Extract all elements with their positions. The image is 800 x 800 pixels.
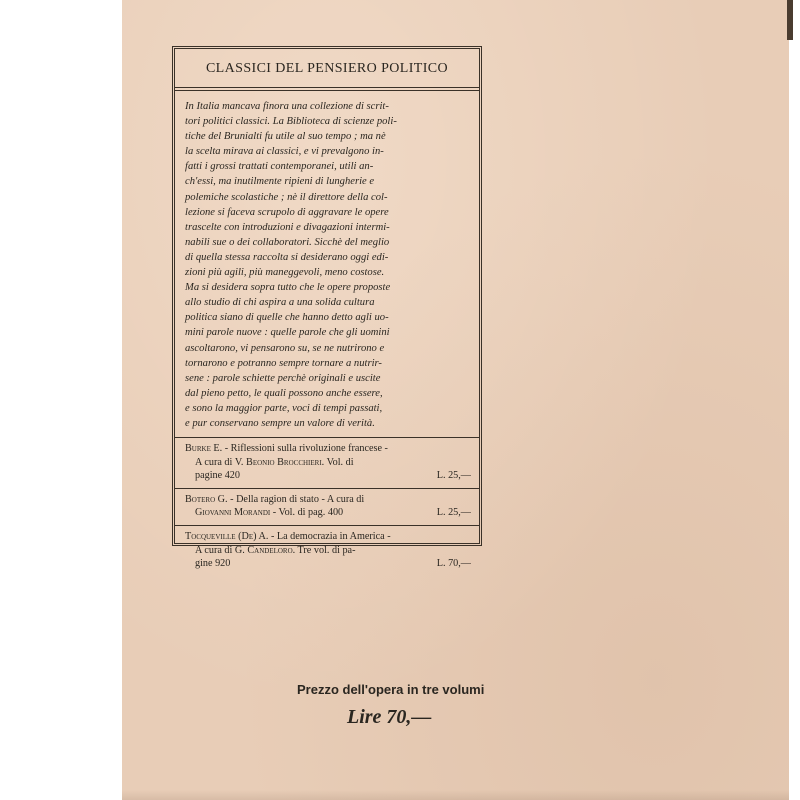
intro-line: tiche del Brunialti fu utile al suo tempo ; ma nè — [185, 131, 386, 143]
entry-pages: gine 920 — [195, 558, 231, 570]
intro-line: In Italia mancava finora una collezione di scrit- — [185, 101, 389, 112]
intro-line: trascelte con introduzioni e divagazioni intermi- — [185, 221, 390, 233]
price-note: Prezzo dell'opera in tre volumi — [297, 682, 485, 697]
intro-line: ch'essi, ma inutilmente ripieni di lungherie e — [185, 176, 375, 188]
intro-line: allo studio di chi aspira a una solida cultura — [185, 297, 375, 309]
entry-text: A cura di — [195, 456, 235, 468]
entry-line — [185, 530, 471, 544]
intro-line: fatti i grossi trattati contemporanei, utili an- — [185, 161, 374, 173]
intro-line: lezione si faceva scrupolo di aggravare le opere — [185, 206, 389, 218]
intro-line: tori politici classici. La Biblioteca di scienze poli- — [185, 116, 397, 128]
entry-text: . Tre vol. di pa- — [292, 544, 356, 556]
entry-title: - Della ragion di stato - A cura di — [227, 493, 365, 505]
entry-line — [185, 557, 471, 571]
entry-line — [185, 469, 471, 483]
entry-line — [185, 506, 471, 520]
entry-line — [185, 493, 471, 507]
book-list — [175, 437, 479, 576]
entry-text: - Vol. di pag. 400 — [270, 507, 344, 519]
book-entry-botero — [175, 489, 479, 525]
title-divider — [175, 87, 479, 91]
entry-price: L. 25,— — [436, 507, 471, 519]
cover-edge — [787, 0, 793, 40]
cover-shadow — [122, 790, 789, 800]
entry-editor: Giovanni Morandi — [195, 507, 271, 519]
book-entry-tocqueville — [175, 526, 479, 576]
entry-editor: G. Candeloro — [234, 544, 293, 556]
entry-line — [185, 442, 471, 456]
intro-line: e sono la maggior parte, voci di tempi passati, — [185, 402, 383, 414]
intro-line: la scelta mirava ai classici, e vi prevalgono in- — [185, 146, 384, 158]
intro-line: Ma si desidera sopra tutto che le opere proposte — [185, 282, 391, 294]
series-panel — [172, 46, 482, 570]
entry-price: L. 70,— — [436, 558, 471, 570]
intro-line: mini parole nuove : quelle parole che gli uomini — [185, 327, 390, 339]
entry-author: Burke E. — [185, 443, 223, 455]
entry-price: L. 25,— — [436, 470, 471, 482]
entry-pages: pagine 420 — [195, 470, 240, 482]
intro-line: di quella stessa raccolta si desiderano oggi edi- — [185, 251, 389, 263]
entry-author: Tocqueville (De) A. — [185, 531, 269, 543]
intro-line: e pur conservano sempre un valore di verità. — [185, 417, 375, 429]
intro-line: politica siano di quelle che hanno detto agli uo- — [185, 312, 389, 324]
book-back-cover — [122, 0, 789, 800]
series-introduction — [185, 99, 471, 431]
book-entry-burke — [175, 438, 479, 488]
intro-line: polemiche scolastiche ; nè il direttore della col- — [185, 191, 388, 203]
intro-line: zioni più agili, più maneggevoli, meno costose. — [185, 267, 385, 279]
intro-line: tornarono e potranno sempre tornare a nutrir- — [185, 357, 382, 369]
entry-author: Botero G. — [185, 493, 228, 505]
entry-editor: V. Beonio Brocchieri — [234, 456, 322, 468]
intro-line: sene : parole schiette perchè originali e uscite — [185, 372, 381, 384]
entry-title: - La democrazia in America - — [268, 531, 391, 543]
entry-title: - Riflessioni sulla rivoluzione francese - — [222, 443, 388, 455]
intro-line: ascoltarono, vi pensarono su, se ne nutrirono e — [185, 342, 385, 354]
entry-text: . Vol. di — [321, 456, 354, 468]
entry-line — [185, 544, 471, 558]
series-title: CLASSICI DEL PENSIERO POLITICO — [205, 61, 449, 76]
entry-text: A cura di — [195, 544, 235, 556]
intro-line: nabili sue o dei collaboratori. Sicchè del meglio — [185, 236, 390, 248]
intro-line: dal pieno petto, le quali possono anche essere, — [185, 387, 383, 399]
price-value: Lire 70,— — [347, 706, 432, 728]
entry-line — [185, 456, 471, 470]
